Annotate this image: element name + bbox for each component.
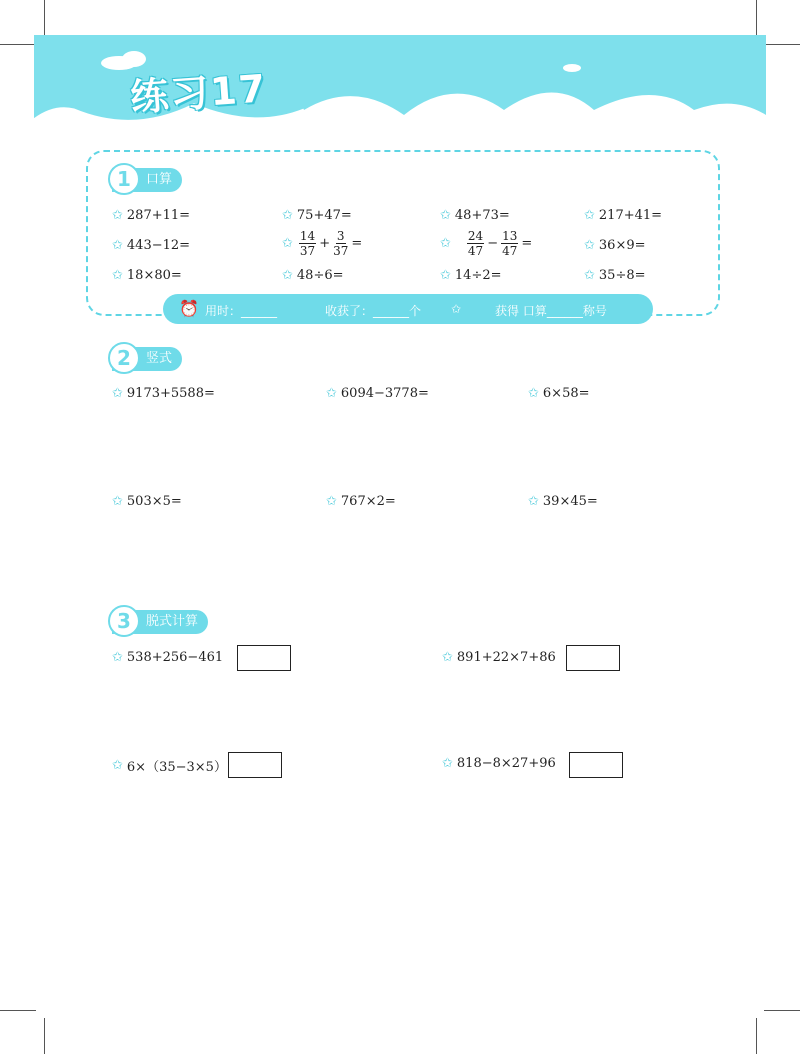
star-icon: ✩ xyxy=(528,494,539,509)
answer-box[interactable] xyxy=(566,645,620,671)
star-icon: ✩ xyxy=(112,268,123,283)
section-tag xyxy=(112,610,208,634)
star-icon: ✩ xyxy=(440,236,451,251)
star-icon: ✩ xyxy=(442,650,453,665)
crop-mark xyxy=(764,44,800,45)
star-icon: ✩ xyxy=(451,302,462,316)
section-number: 2 xyxy=(108,342,140,374)
star-icon: ✩ xyxy=(584,268,595,283)
problem-text: 818−8×27+96 xyxy=(456,756,556,771)
star-icon: ✩ xyxy=(440,268,451,283)
denominator: 37 xyxy=(333,244,349,258)
problem-text: 35÷8= xyxy=(598,268,646,283)
fraction xyxy=(333,229,348,258)
problem xyxy=(442,650,556,665)
star-icon: ✩ xyxy=(282,236,293,251)
problem xyxy=(112,756,227,775)
equals: = xyxy=(521,236,533,251)
problem-text: 48+73= xyxy=(454,208,510,223)
section-label: 口算 xyxy=(146,172,173,187)
numerator: 14 xyxy=(299,229,316,243)
fraction-problem xyxy=(440,229,533,258)
problem xyxy=(584,208,662,223)
problem-text: 503×5= xyxy=(126,494,182,509)
problem-text: 9173+5588= xyxy=(126,386,215,401)
time-label: 用时：______ xyxy=(205,304,278,318)
fraction xyxy=(467,229,484,258)
problem-text: 6×（35−3×5） xyxy=(126,760,227,775)
star-icon: ✩ xyxy=(282,268,293,283)
star-icon: ✩ xyxy=(326,386,337,401)
crop-mark xyxy=(764,1010,800,1011)
problem xyxy=(528,386,590,401)
numerator: 13 xyxy=(502,229,518,243)
title-label: 获得 口算______称号 xyxy=(495,304,607,318)
problem-text: 14÷2= xyxy=(454,268,502,283)
problem-text: 443−12= xyxy=(126,238,191,253)
star-icon: ✩ xyxy=(112,208,123,223)
operator: + xyxy=(319,236,331,251)
numerator: 3 xyxy=(336,229,345,243)
answer-box[interactable] xyxy=(569,752,623,778)
problem-text: 217+41= xyxy=(598,208,663,223)
problem xyxy=(112,386,215,401)
crop-mark xyxy=(44,0,45,36)
equals: = xyxy=(351,236,363,251)
problem-text: 6×58= xyxy=(542,386,590,401)
star-icon: ✩ xyxy=(326,494,337,509)
answer-box[interactable] xyxy=(228,752,282,778)
problem xyxy=(112,238,190,253)
problem xyxy=(440,268,502,283)
page-title: 练习17 xyxy=(128,66,269,120)
problem-text: 75+47= xyxy=(296,208,352,223)
problem xyxy=(282,268,344,283)
problem xyxy=(584,238,646,253)
problem xyxy=(442,756,556,771)
crop-mark xyxy=(0,44,36,45)
problem xyxy=(282,208,352,223)
denominator: 47 xyxy=(502,244,518,258)
crop-mark xyxy=(756,0,757,36)
problem xyxy=(112,650,223,665)
section-label: 脱式计算 xyxy=(146,614,199,629)
problem-text: 767×2= xyxy=(340,494,396,509)
section-label: 竖式 xyxy=(146,351,173,366)
star-icon: ✩ xyxy=(282,208,293,223)
star-icon: ✩ xyxy=(112,494,123,509)
problem-text: 891+22×7+86 xyxy=(456,650,556,665)
problem xyxy=(528,494,598,509)
problem-text: 287+11= xyxy=(126,208,191,223)
star-icon: ✩ xyxy=(112,386,123,401)
problem xyxy=(112,268,182,283)
star-icon: ✩ xyxy=(112,650,123,665)
section-tag xyxy=(112,347,182,371)
problem xyxy=(584,268,646,283)
cloud-icon xyxy=(563,64,581,72)
crop-mark xyxy=(756,1018,757,1054)
star-icon: ✩ xyxy=(112,238,123,253)
problem-text: 6094−3778= xyxy=(340,386,429,401)
problem-text: 39×45= xyxy=(542,494,598,509)
problem xyxy=(326,494,396,509)
gain-label: 收获了：______个 xyxy=(325,304,422,318)
star-icon: ✩ xyxy=(112,758,123,773)
fraction xyxy=(299,229,316,258)
star-icon: ✩ xyxy=(440,208,451,223)
star-icon: ✩ xyxy=(528,386,539,401)
problem-text: 538+256−461 xyxy=(126,650,224,665)
star-icon: ✩ xyxy=(442,756,453,771)
denominator: 37 xyxy=(299,244,316,258)
problem xyxy=(326,386,429,401)
problem xyxy=(112,494,182,509)
problem-text: 36×9= xyxy=(598,238,646,253)
denominator: 47 xyxy=(467,244,484,258)
operator: − xyxy=(487,236,499,251)
alarm-clock-icon: ⏰ xyxy=(179,299,199,318)
problem xyxy=(112,208,190,223)
fraction xyxy=(501,229,518,258)
problem-text: 48÷6= xyxy=(296,268,344,283)
problem-text: 18×80= xyxy=(126,268,182,283)
crop-mark xyxy=(44,1018,45,1054)
fraction-problem xyxy=(282,229,363,258)
score-bar xyxy=(163,294,653,324)
star-icon: ✩ xyxy=(584,208,595,223)
section-number: 1 xyxy=(108,163,140,195)
star-icon: ✩ xyxy=(584,238,595,253)
problem xyxy=(440,208,510,223)
section-tag xyxy=(112,168,182,192)
answer-box[interactable] xyxy=(237,645,291,671)
numerator: 24 xyxy=(467,229,484,243)
crop-mark xyxy=(0,1010,36,1011)
section-number: 3 xyxy=(108,605,140,637)
